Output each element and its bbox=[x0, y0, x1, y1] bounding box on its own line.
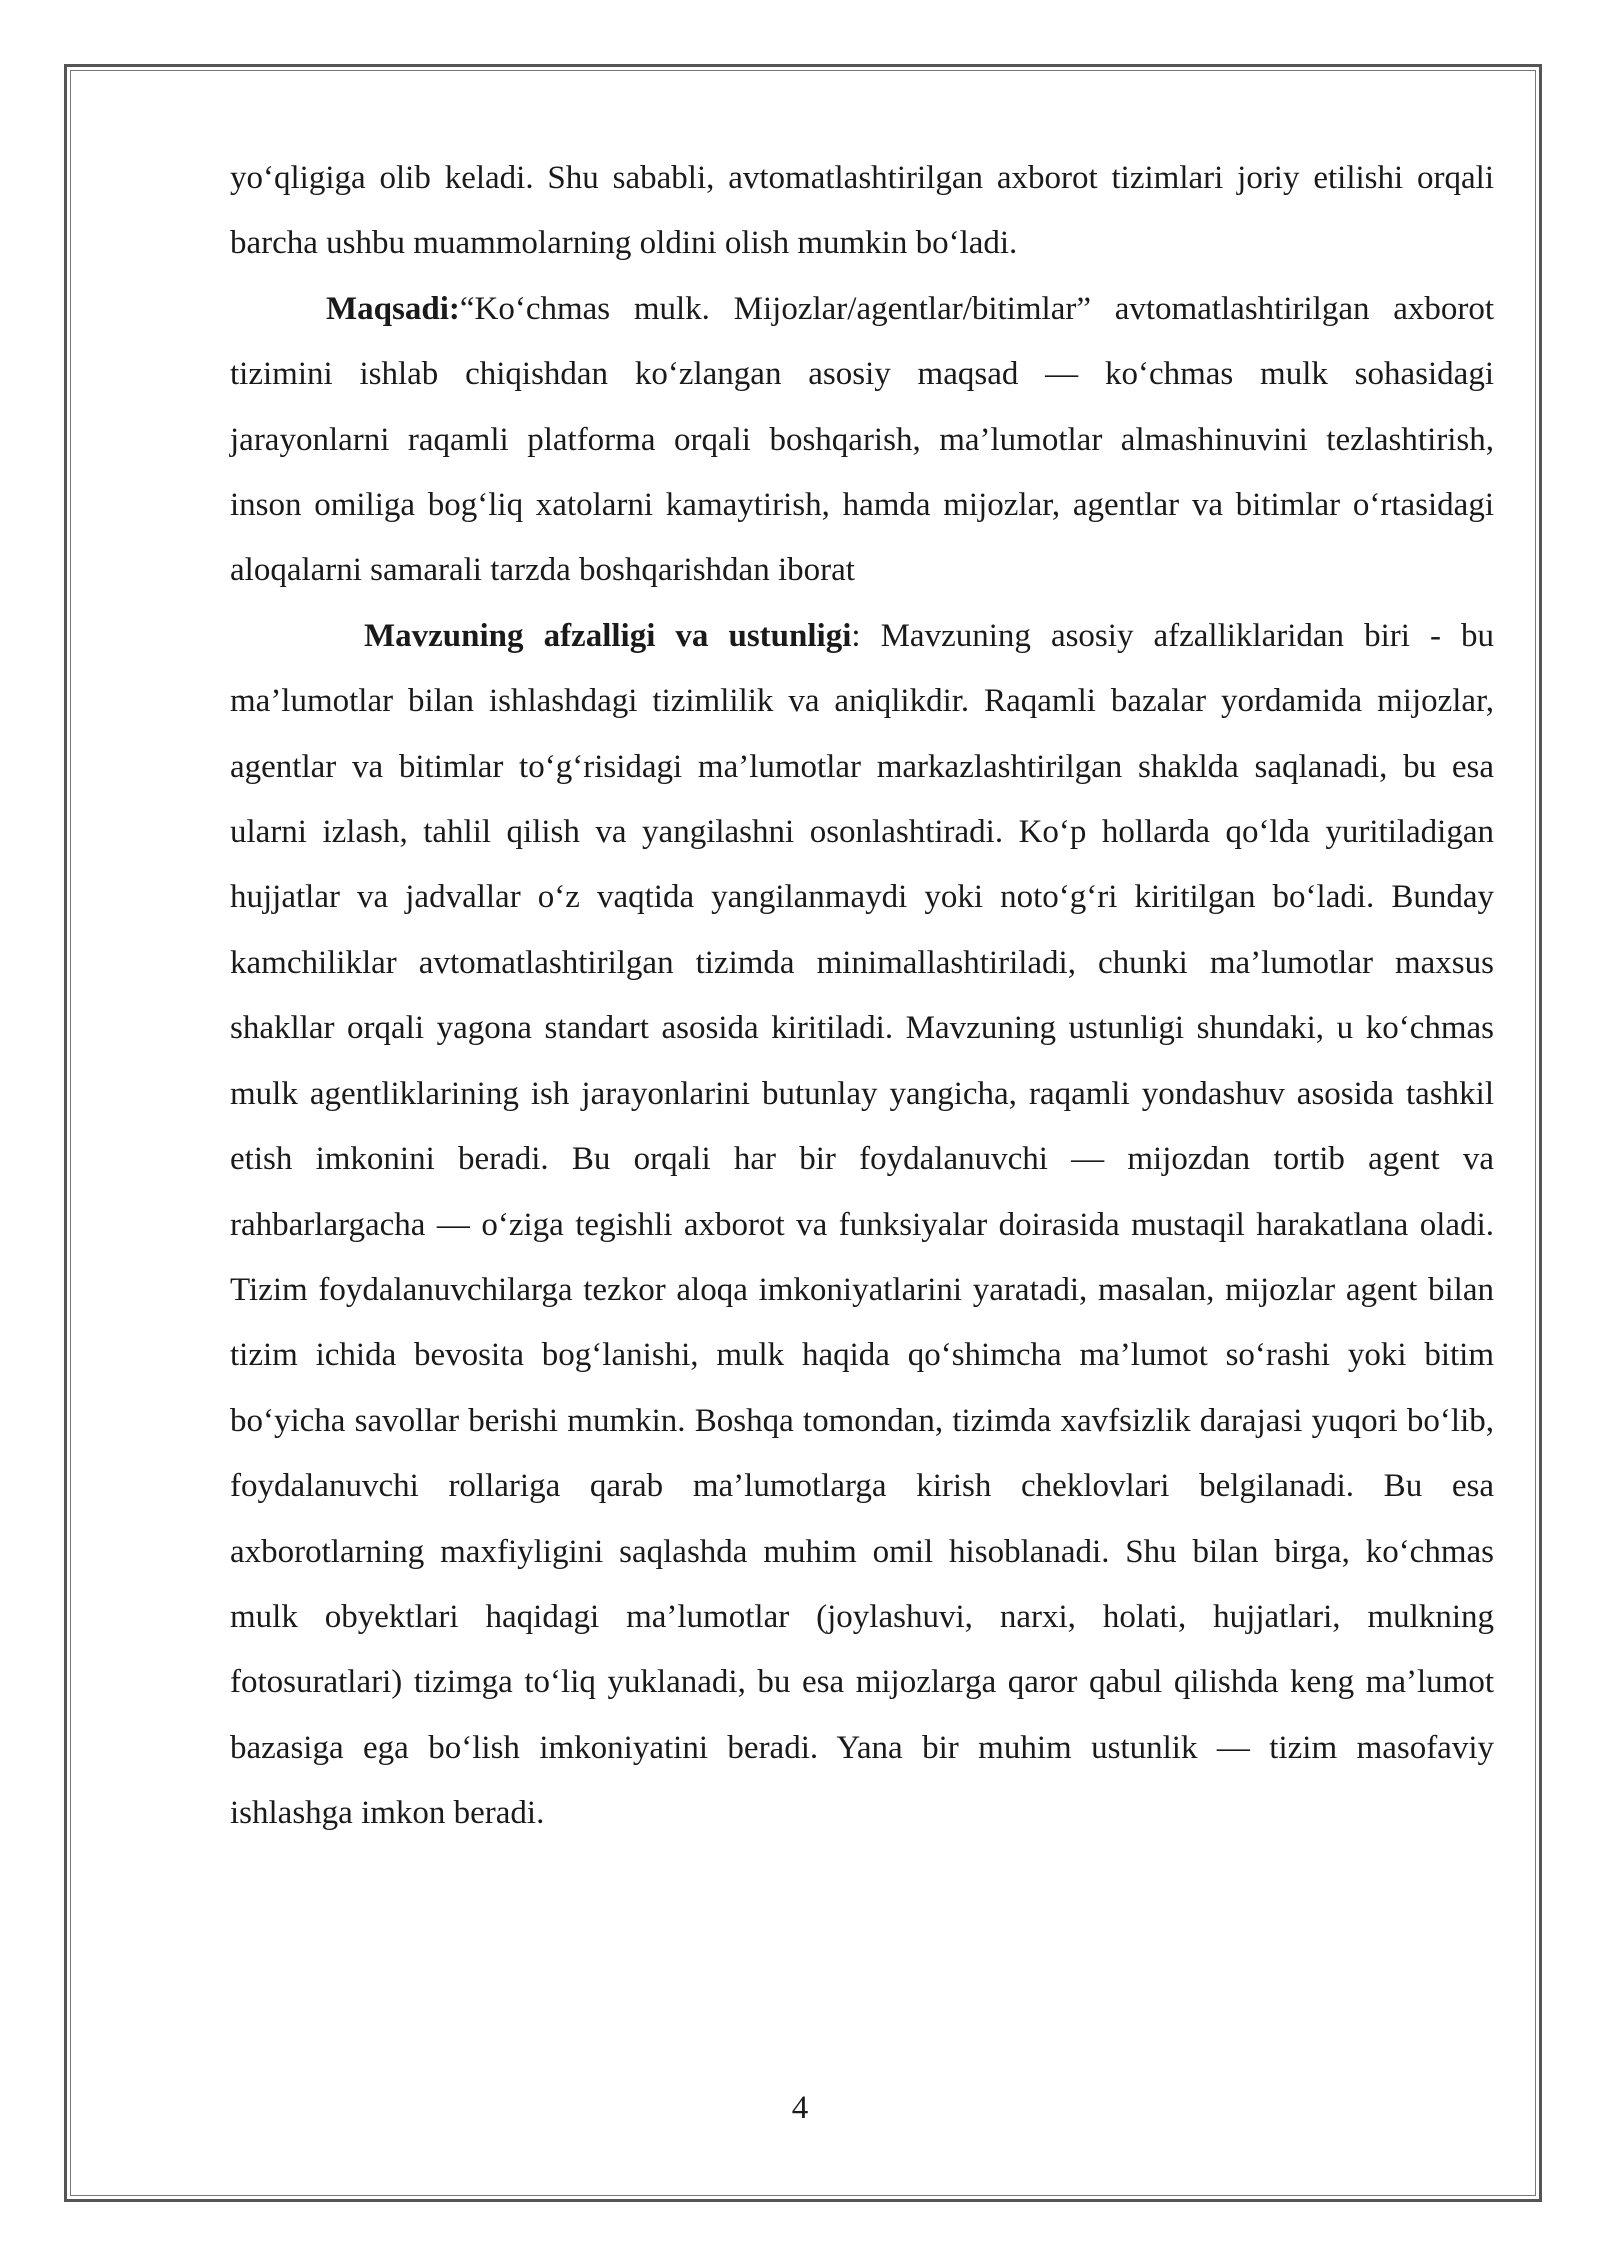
goal-heading: Maqsadi: bbox=[326, 290, 460, 327]
advantages-heading: Mavzuning afzalligi va ustunligi bbox=[364, 617, 852, 654]
page-number: 4 bbox=[791, 2090, 809, 2126]
paragraph-advantages bbox=[230, 604, 1494, 1847]
paragraph-goal bbox=[230, 277, 1494, 604]
advantages-text: : Mavzuning asosiy afzalliklaridan biri - bu ma’lumotlar bilan ishlashdagi tizimlilik va aniqlikdir. Raqamli bazalar yordamida mijozlar, agentlar va bitimlar to‘g‘risidagi ma’lumotlar markazlashtirilgan shaklda saqlanadi, bu esa ularni izlash, tahlil qilish va yangilashni osonlashtiradi. Ko‘p hollarda qo‘lda yuritiladigan hujjatlar va jadvallar o‘z vaqtida yangilanmaydi yoki noto‘g‘ri kiritilgan bo‘ladi. Bunday kamchiliklar avtomatlashtirilgan tizimda minimallashtiriladi, chunki ma’lumotlar maxsus shakllar orqali yagona standart asosida kiritiladi. Mavzuning ustunligi shundaki, u ko‘chmas mulk agentliklarining ish jarayonlarini butunlay yangicha, raqamli yondashuv asosida tashkil etish imkonini beradi. Bu orqali har bir foydalanuvchi — mijozdan tortib agent va rahbarlargacha — o‘ziga tegishli axborot va funksiyalar doirasida mustaqil harakatlana oladi. Tizim foydalanuvchilarga tezkor aloqa imkoniyatlarini yaratadi, masalan, mijozlar agent bilan tizim ichida bevosita bog‘lanishi, mulk haqida qo‘shimcha ma’lumot so‘rashi yoki bitim bo‘yicha savollar berishi mumkin. Boshqa tomondan, tizimda xavfsizlik darajasi yuqori bo‘lib, foydalanuvchi rollariga qarab ma’lumotlarga kirish cheklovlari belgilanadi. Bu esa axborotlarning maxfiyligini saqlashda muhim omil hisoblanadi. Shu bilan birga, ko‘chmas mulk obyektlari haqidagi ma’lumotlar (joylashuvi, narxi, holati, hujjatlari, mulkning fotosuratlari) tizimga to‘liq yuklanadi, bu esa mijozlarga qaror qabul qilishda keng ma’lumot bazasiga ega bo‘lish imkoniyatini beradi. Yana bir muhim ustunlik — tizim masofaviy ishlashga imkon beradi. bbox=[230, 617, 1494, 1832]
document-body bbox=[230, 146, 1494, 1847]
paragraph-intro: yo‘qligiga olib keladi. Shu sababli, avtomatlashtirilgan axborot tizimlari joriy etilishi orqali barcha ushbu muammolarning oldini olish mumkin bo‘ladi. bbox=[230, 160, 1494, 262]
goal-text: “Ko‘chmas mulk. Mijozlar/agentlar/bitimlar” avtomatlashtirilgan axborot tizimini ishlab chiqishdan ko‘zlangan asosiy maqsad — ko‘chmas mulk sohasidagi jarayonlarni raqamli platforma orqali boshqarish, ma’lumotlar almashinuvini tezlashtirish, inson omiliga bog‘liq xatolarni kamaytirish, hamda mijozlar, agentlar va bitimlar o‘rtasidagi aloqalarni samarali tarzda boshqarishdan iborat bbox=[230, 290, 1494, 589]
